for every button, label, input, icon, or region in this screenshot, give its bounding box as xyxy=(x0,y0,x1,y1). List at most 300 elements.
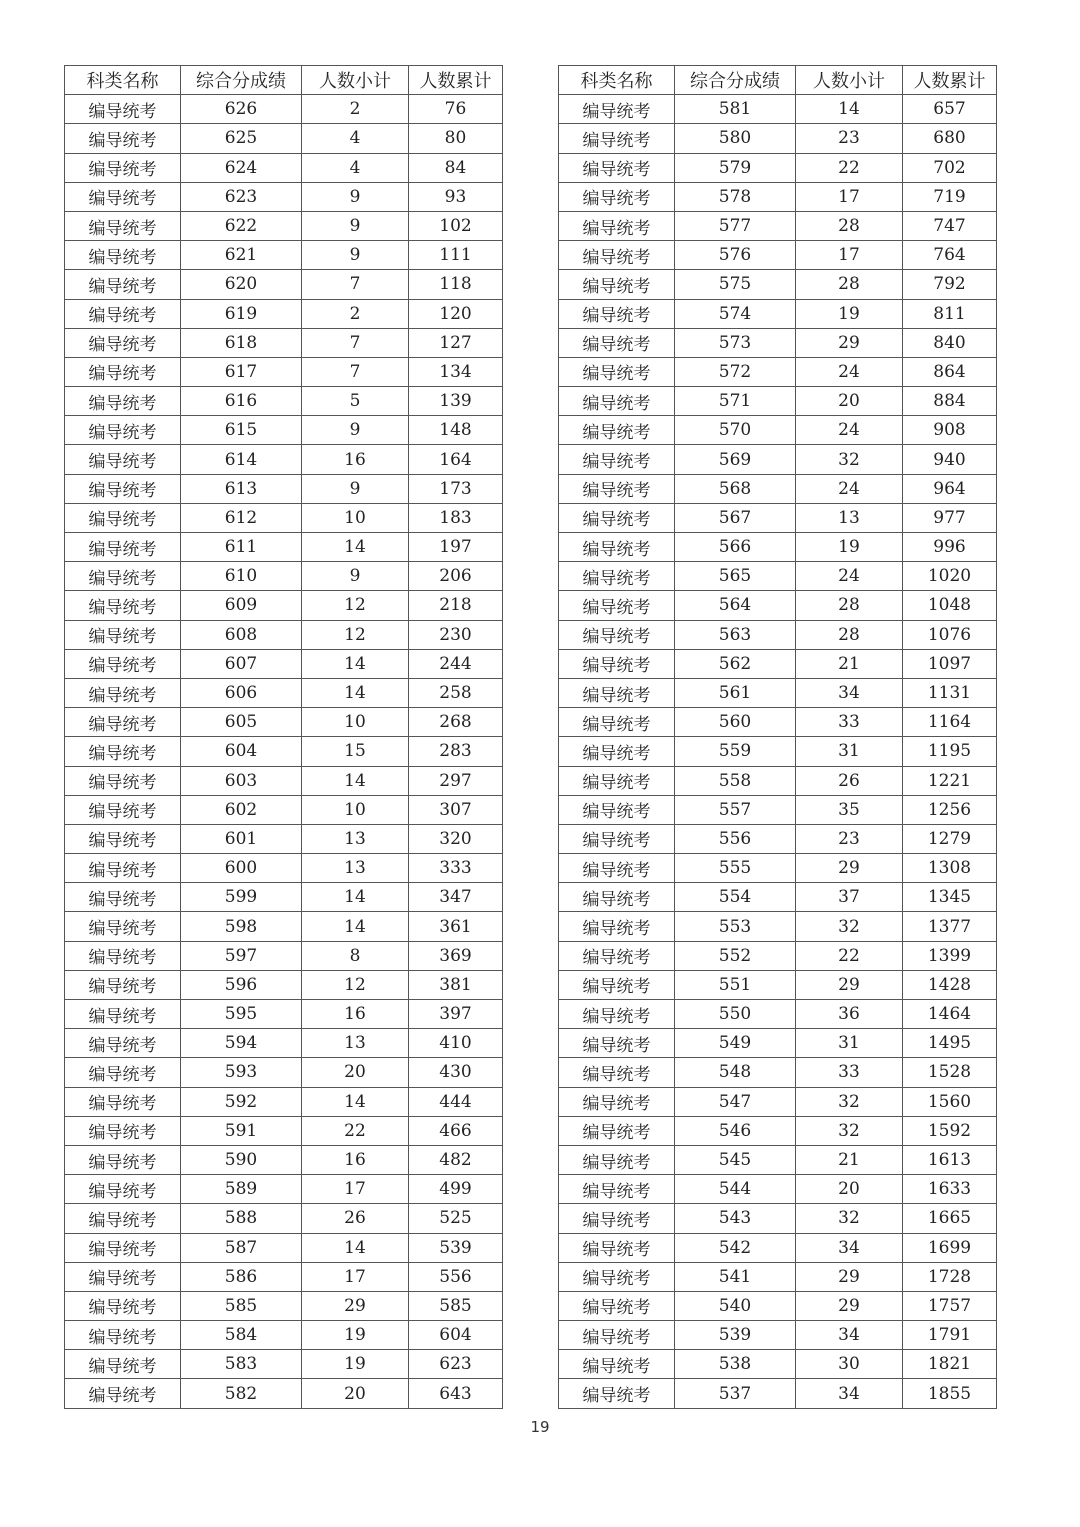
cell-subtotal: 20 xyxy=(302,1058,409,1087)
table-row xyxy=(559,270,997,299)
cell-subtotal: 9 xyxy=(302,474,409,503)
cell-score: 587 xyxy=(181,1233,302,1262)
cell-subtotal: 28 xyxy=(796,620,903,649)
cell-subtotal: 13 xyxy=(796,503,903,532)
table-row xyxy=(559,591,997,620)
cell-subtotal: 14 xyxy=(302,1233,409,1262)
table-row xyxy=(65,941,503,970)
cell-cumulative: 719 xyxy=(903,182,997,211)
cell-subtotal: 32 xyxy=(796,1116,903,1145)
cell-subtotal: 4 xyxy=(302,124,409,153)
cell-score: 600 xyxy=(181,854,302,883)
cell-subtotal: 29 xyxy=(796,1262,903,1291)
cell-subtotal: 29 xyxy=(302,1291,409,1320)
cell-category: 编导统考 xyxy=(559,1029,675,1058)
cell-subtotal: 10 xyxy=(302,503,409,532)
cell-subtotal: 2 xyxy=(302,299,409,328)
cell-subtotal: 31 xyxy=(796,737,903,766)
cell-category: 编导统考 xyxy=(559,1233,675,1262)
cell-score: 615 xyxy=(181,416,302,445)
cell-category: 编导统考 xyxy=(559,883,675,912)
cell-score: 626 xyxy=(181,95,302,124)
cell-subtotal: 16 xyxy=(302,1000,409,1029)
cell-score: 604 xyxy=(181,737,302,766)
cell-subtotal: 14 xyxy=(302,883,409,912)
table-row xyxy=(65,211,503,240)
cell-category: 编导统考 xyxy=(559,1175,675,1204)
cell-subtotal: 21 xyxy=(796,1145,903,1174)
table-row xyxy=(559,416,997,445)
cell-subtotal: 9 xyxy=(302,241,409,270)
cell-cumulative: 1020 xyxy=(903,562,997,591)
cell-category: 编导统考 xyxy=(559,912,675,941)
cell-score: 562 xyxy=(675,649,796,678)
cell-score: 584 xyxy=(181,1321,302,1350)
header-score: 综合分成绩 xyxy=(181,66,302,95)
cell-score: 602 xyxy=(181,795,302,824)
table-row xyxy=(559,795,997,824)
cell-subtotal: 34 xyxy=(796,1233,903,1262)
cell-score: 591 xyxy=(181,1116,302,1145)
cell-category: 编导统考 xyxy=(65,766,181,795)
cell-subtotal: 12 xyxy=(302,970,409,999)
cell-subtotal: 20 xyxy=(302,1379,409,1408)
cell-category: 编导统考 xyxy=(65,445,181,474)
cell-score: 613 xyxy=(181,474,302,503)
cell-cumulative: 139 xyxy=(409,387,503,416)
cell-subtotal: 10 xyxy=(302,708,409,737)
table-row xyxy=(65,883,503,912)
table-row xyxy=(559,124,997,153)
table-row xyxy=(559,387,997,416)
cell-category: 编导统考 xyxy=(559,357,675,386)
cell-score: 561 xyxy=(675,678,796,707)
cell-category: 编导统考 xyxy=(559,766,675,795)
cell-cumulative: 197 xyxy=(409,533,503,562)
cell-subtotal: 37 xyxy=(796,883,903,912)
cell-category: 编导统考 xyxy=(559,1116,675,1145)
table-row xyxy=(559,970,997,999)
table-row xyxy=(65,678,503,707)
cell-cumulative: 1665 xyxy=(903,1204,997,1233)
cell-cumulative: 1728 xyxy=(903,1262,997,1291)
table-row xyxy=(65,1233,503,1262)
cell-cumulative: 1428 xyxy=(903,970,997,999)
cell-subtotal: 14 xyxy=(302,678,409,707)
cell-score: 581 xyxy=(675,95,796,124)
cell-cumulative: 1048 xyxy=(903,591,997,620)
cell-score: 537 xyxy=(675,1379,796,1408)
cell-cumulative: 1633 xyxy=(903,1175,997,1204)
cell-subtotal: 23 xyxy=(796,124,903,153)
cell-category: 编导统考 xyxy=(65,970,181,999)
cell-subtotal: 22 xyxy=(302,1116,409,1145)
cell-cumulative: 148 xyxy=(409,416,503,445)
cell-score: 624 xyxy=(181,153,302,182)
cell-subtotal: 9 xyxy=(302,416,409,445)
cell-subtotal: 5 xyxy=(302,387,409,416)
cell-subtotal: 14 xyxy=(302,766,409,795)
cell-score: 590 xyxy=(181,1145,302,1174)
cell-score: 594 xyxy=(181,1029,302,1058)
table-row xyxy=(559,328,997,357)
cell-category: 编导统考 xyxy=(559,416,675,445)
cell-category: 编导统考 xyxy=(65,591,181,620)
cell-score: 566 xyxy=(675,533,796,562)
cell-cumulative: 381 xyxy=(409,970,503,999)
cell-cumulative: 864 xyxy=(903,357,997,386)
cell-category: 编导统考 xyxy=(559,1000,675,1029)
table-row xyxy=(559,1204,997,1233)
table-row xyxy=(65,1204,503,1233)
cell-category: 编导统考 xyxy=(559,649,675,678)
cell-category: 编导统考 xyxy=(65,1321,181,1350)
cell-category: 编导统考 xyxy=(559,562,675,591)
cell-cumulative: 1131 xyxy=(903,678,997,707)
cell-score: 620 xyxy=(181,270,302,299)
cell-cumulative: 1195 xyxy=(903,737,997,766)
table-row xyxy=(65,708,503,737)
score-table-right xyxy=(558,65,997,1409)
table-row xyxy=(559,1058,997,1087)
cell-score: 556 xyxy=(675,824,796,853)
cell-subtotal: 9 xyxy=(302,211,409,240)
cell-category: 编导统考 xyxy=(65,95,181,124)
cell-score: 577 xyxy=(675,211,796,240)
cell-cumulative: 1560 xyxy=(903,1087,997,1116)
cell-category: 编导统考 xyxy=(559,124,675,153)
cell-subtotal: 17 xyxy=(796,182,903,211)
table-row xyxy=(559,153,997,182)
table-row xyxy=(559,1233,997,1262)
cell-category: 编导统考 xyxy=(559,95,675,124)
cell-category: 编导统考 xyxy=(559,503,675,532)
cell-cumulative: 539 xyxy=(409,1233,503,1262)
cell-score: 541 xyxy=(675,1262,796,1291)
cell-category: 编导统考 xyxy=(559,533,675,562)
cell-subtotal: 12 xyxy=(302,620,409,649)
cell-cumulative: 369 xyxy=(409,941,503,970)
cell-cumulative: 940 xyxy=(903,445,997,474)
cell-score: 579 xyxy=(675,153,796,182)
cell-subtotal: 33 xyxy=(796,1058,903,1087)
table-row xyxy=(65,591,503,620)
table-row xyxy=(65,445,503,474)
cell-category: 编导统考 xyxy=(559,153,675,182)
table-row xyxy=(559,941,997,970)
cell-cumulative: 320 xyxy=(409,824,503,853)
cell-category: 编导统考 xyxy=(65,824,181,853)
cell-cumulative: 444 xyxy=(409,1087,503,1116)
cell-score: 621 xyxy=(181,241,302,270)
cell-category: 编导统考 xyxy=(559,182,675,211)
cell-subtotal: 13 xyxy=(302,1029,409,1058)
cell-subtotal: 24 xyxy=(796,474,903,503)
cell-cumulative: 118 xyxy=(409,270,503,299)
cell-subtotal: 4 xyxy=(302,153,409,182)
cell-category: 编导统考 xyxy=(559,445,675,474)
cell-score: 545 xyxy=(675,1145,796,1174)
cell-category: 编导统考 xyxy=(559,1145,675,1174)
cell-category: 编导统考 xyxy=(65,795,181,824)
cell-score: 552 xyxy=(675,941,796,970)
cell-subtotal: 28 xyxy=(796,270,903,299)
cell-cumulative: 996 xyxy=(903,533,997,562)
cell-score: 576 xyxy=(675,241,796,270)
cell-subtotal: 8 xyxy=(302,941,409,970)
cell-cumulative: 164 xyxy=(409,445,503,474)
cell-subtotal: 35 xyxy=(796,795,903,824)
cell-subtotal: 10 xyxy=(302,795,409,824)
cell-category: 编导统考 xyxy=(65,1116,181,1145)
cell-category: 编导统考 xyxy=(65,270,181,299)
cell-subtotal: 15 xyxy=(302,737,409,766)
cell-score: 568 xyxy=(675,474,796,503)
cell-category: 编导统考 xyxy=(559,299,675,328)
cell-category: 编导统考 xyxy=(65,678,181,707)
cell-cumulative: 76 xyxy=(409,95,503,124)
cell-cumulative: 430 xyxy=(409,1058,503,1087)
cell-category: 编导统考 xyxy=(65,708,181,737)
cell-category: 编导统考 xyxy=(559,795,675,824)
cell-cumulative: 283 xyxy=(409,737,503,766)
cell-score: 610 xyxy=(181,562,302,591)
cell-cumulative: 964 xyxy=(903,474,997,503)
cell-subtotal: 22 xyxy=(796,153,903,182)
table-row xyxy=(65,1058,503,1087)
cell-score: 559 xyxy=(675,737,796,766)
cell-category: 编导统考 xyxy=(559,708,675,737)
cell-cumulative: 747 xyxy=(903,211,997,240)
cell-score: 543 xyxy=(675,1204,796,1233)
cell-cumulative: 84 xyxy=(409,153,503,182)
cell-score: 564 xyxy=(675,591,796,620)
cell-cumulative: 410 xyxy=(409,1029,503,1058)
cell-subtotal: 36 xyxy=(796,1000,903,1029)
cell-subtotal: 29 xyxy=(796,1291,903,1320)
table-row xyxy=(65,1116,503,1145)
cell-category: 编导统考 xyxy=(65,883,181,912)
cell-score: 599 xyxy=(181,883,302,912)
cell-category: 编导统考 xyxy=(559,678,675,707)
cell-category: 编导统考 xyxy=(65,124,181,153)
cell-cumulative: 1399 xyxy=(903,941,997,970)
cell-category: 编导统考 xyxy=(559,1204,675,1233)
cell-cumulative: 258 xyxy=(409,678,503,707)
cell-category: 编导统考 xyxy=(559,270,675,299)
cell-category: 编导统考 xyxy=(559,591,675,620)
table-row xyxy=(559,1321,997,1350)
table-row xyxy=(559,1350,997,1379)
cell-cumulative: 361 xyxy=(409,912,503,941)
cell-subtotal: 14 xyxy=(796,95,903,124)
cell-cumulative: 1256 xyxy=(903,795,997,824)
header-subtotal: 人数小计 xyxy=(796,66,903,95)
cell-cumulative: 206 xyxy=(409,562,503,591)
table-row xyxy=(559,241,997,270)
cell-subtotal: 7 xyxy=(302,328,409,357)
cell-cumulative: 884 xyxy=(903,387,997,416)
cell-cumulative: 764 xyxy=(903,241,997,270)
cell-score: 574 xyxy=(675,299,796,328)
header-subtotal: 人数小计 xyxy=(302,66,409,95)
cell-subtotal: 16 xyxy=(302,445,409,474)
cell-score: 558 xyxy=(675,766,796,795)
cell-score: 573 xyxy=(675,328,796,357)
cell-score: 596 xyxy=(181,970,302,999)
cell-cumulative: 1592 xyxy=(903,1116,997,1145)
table-row xyxy=(65,912,503,941)
cell-cumulative: 183 xyxy=(409,503,503,532)
cell-cumulative: 1279 xyxy=(903,824,997,853)
cell-category: 编导统考 xyxy=(65,533,181,562)
cell-cumulative: 1097 xyxy=(903,649,997,678)
cell-score: 611 xyxy=(181,533,302,562)
cell-cumulative: 127 xyxy=(409,328,503,357)
cell-subtotal: 13 xyxy=(302,854,409,883)
table-row xyxy=(65,182,503,211)
cell-cumulative: 1345 xyxy=(903,883,997,912)
cell-score: 619 xyxy=(181,299,302,328)
cell-category: 编导统考 xyxy=(559,474,675,503)
cell-cumulative: 397 xyxy=(409,1000,503,1029)
cell-subtotal: 24 xyxy=(796,357,903,386)
table-row xyxy=(65,124,503,153)
table-row xyxy=(559,95,997,124)
cell-subtotal: 14 xyxy=(302,649,409,678)
table-row xyxy=(559,1379,997,1408)
cell-category: 编导统考 xyxy=(65,1379,181,1408)
cell-score: 598 xyxy=(181,912,302,941)
cell-category: 编导统考 xyxy=(65,854,181,883)
cell-category: 编导统考 xyxy=(65,1087,181,1116)
table-row xyxy=(559,182,997,211)
cell-score: 612 xyxy=(181,503,302,532)
cell-cumulative: 908 xyxy=(903,416,997,445)
table-row xyxy=(559,1291,997,1320)
cell-cumulative: 643 xyxy=(409,1379,503,1408)
cell-score: 595 xyxy=(181,1000,302,1029)
cell-cumulative: 499 xyxy=(409,1175,503,1204)
cell-score: 546 xyxy=(675,1116,796,1145)
cell-cumulative: 1757 xyxy=(903,1291,997,1320)
cell-score: 575 xyxy=(675,270,796,299)
cell-category: 编导统考 xyxy=(65,211,181,240)
cell-category: 编导统考 xyxy=(559,854,675,883)
cell-cumulative: 1164 xyxy=(903,708,997,737)
cell-subtotal: 9 xyxy=(302,182,409,211)
cell-subtotal: 20 xyxy=(796,387,903,416)
table-row xyxy=(65,737,503,766)
table-row xyxy=(65,795,503,824)
cell-score: 597 xyxy=(181,941,302,970)
cell-cumulative: 604 xyxy=(409,1321,503,1350)
header-cumulative: 人数累计 xyxy=(903,66,997,95)
cell-category: 编导统考 xyxy=(559,1262,675,1291)
cell-cumulative: 120 xyxy=(409,299,503,328)
cell-cumulative: 1855 xyxy=(903,1379,997,1408)
table-row xyxy=(65,95,503,124)
table-row xyxy=(65,1379,503,1408)
cell-subtotal: 20 xyxy=(796,1175,903,1204)
cell-cumulative: 525 xyxy=(409,1204,503,1233)
cell-subtotal: 13 xyxy=(302,824,409,853)
cell-subtotal: 33 xyxy=(796,708,903,737)
table-row xyxy=(559,211,997,240)
cell-category: 编导统考 xyxy=(559,328,675,357)
cell-cumulative: 657 xyxy=(903,95,997,124)
cell-subtotal: 22 xyxy=(796,941,903,970)
cell-score: 618 xyxy=(181,328,302,357)
cell-category: 编导统考 xyxy=(65,299,181,328)
cell-score: 607 xyxy=(181,649,302,678)
cell-category: 编导统考 xyxy=(559,1321,675,1350)
cell-score: 580 xyxy=(675,124,796,153)
cell-score: 603 xyxy=(181,766,302,795)
table-row xyxy=(65,766,503,795)
cell-category: 编导统考 xyxy=(65,1291,181,1320)
cell-subtotal: 29 xyxy=(796,970,903,999)
cell-cumulative: 333 xyxy=(409,854,503,883)
cell-score: 601 xyxy=(181,824,302,853)
cell-cumulative: 173 xyxy=(409,474,503,503)
table-row xyxy=(65,503,503,532)
cell-score: 616 xyxy=(181,387,302,416)
cell-cumulative: 466 xyxy=(409,1116,503,1145)
table-row xyxy=(559,1087,997,1116)
table-row xyxy=(559,649,997,678)
cell-subtotal: 24 xyxy=(796,416,903,445)
cell-cumulative: 792 xyxy=(903,270,997,299)
cell-category: 编导统考 xyxy=(65,562,181,591)
table-row xyxy=(65,1000,503,1029)
cell-category: 编导统考 xyxy=(65,941,181,970)
table-row xyxy=(65,1145,503,1174)
cell-category: 编导统考 xyxy=(65,474,181,503)
cell-score: 544 xyxy=(675,1175,796,1204)
cell-score: 617 xyxy=(181,357,302,386)
table-row xyxy=(65,387,503,416)
cell-subtotal: 28 xyxy=(796,211,903,240)
table-row xyxy=(559,708,997,737)
cell-category: 编导统考 xyxy=(65,1145,181,1174)
table-row xyxy=(559,1029,997,1058)
cell-cumulative: 811 xyxy=(903,299,997,328)
table-row xyxy=(559,854,997,883)
cell-cumulative: 840 xyxy=(903,328,997,357)
cell-subtotal: 26 xyxy=(796,766,903,795)
table-row xyxy=(65,416,503,445)
cell-subtotal: 17 xyxy=(796,241,903,270)
cell-category: 编导统考 xyxy=(65,416,181,445)
cell-subtotal: 32 xyxy=(796,1087,903,1116)
table-row xyxy=(65,1087,503,1116)
cell-cumulative: 1308 xyxy=(903,854,997,883)
cell-subtotal: 21 xyxy=(796,649,903,678)
table-row xyxy=(559,1145,997,1174)
table-row xyxy=(65,824,503,853)
cell-category: 编导统考 xyxy=(65,1058,181,1087)
cell-score: 549 xyxy=(675,1029,796,1058)
cell-subtotal: 29 xyxy=(796,854,903,883)
table-row xyxy=(65,1350,503,1379)
cell-cumulative: 1495 xyxy=(903,1029,997,1058)
table-row xyxy=(65,649,503,678)
cell-subtotal: 19 xyxy=(796,533,903,562)
cell-cumulative: 1221 xyxy=(903,766,997,795)
table-row xyxy=(65,328,503,357)
table-row xyxy=(559,737,997,766)
